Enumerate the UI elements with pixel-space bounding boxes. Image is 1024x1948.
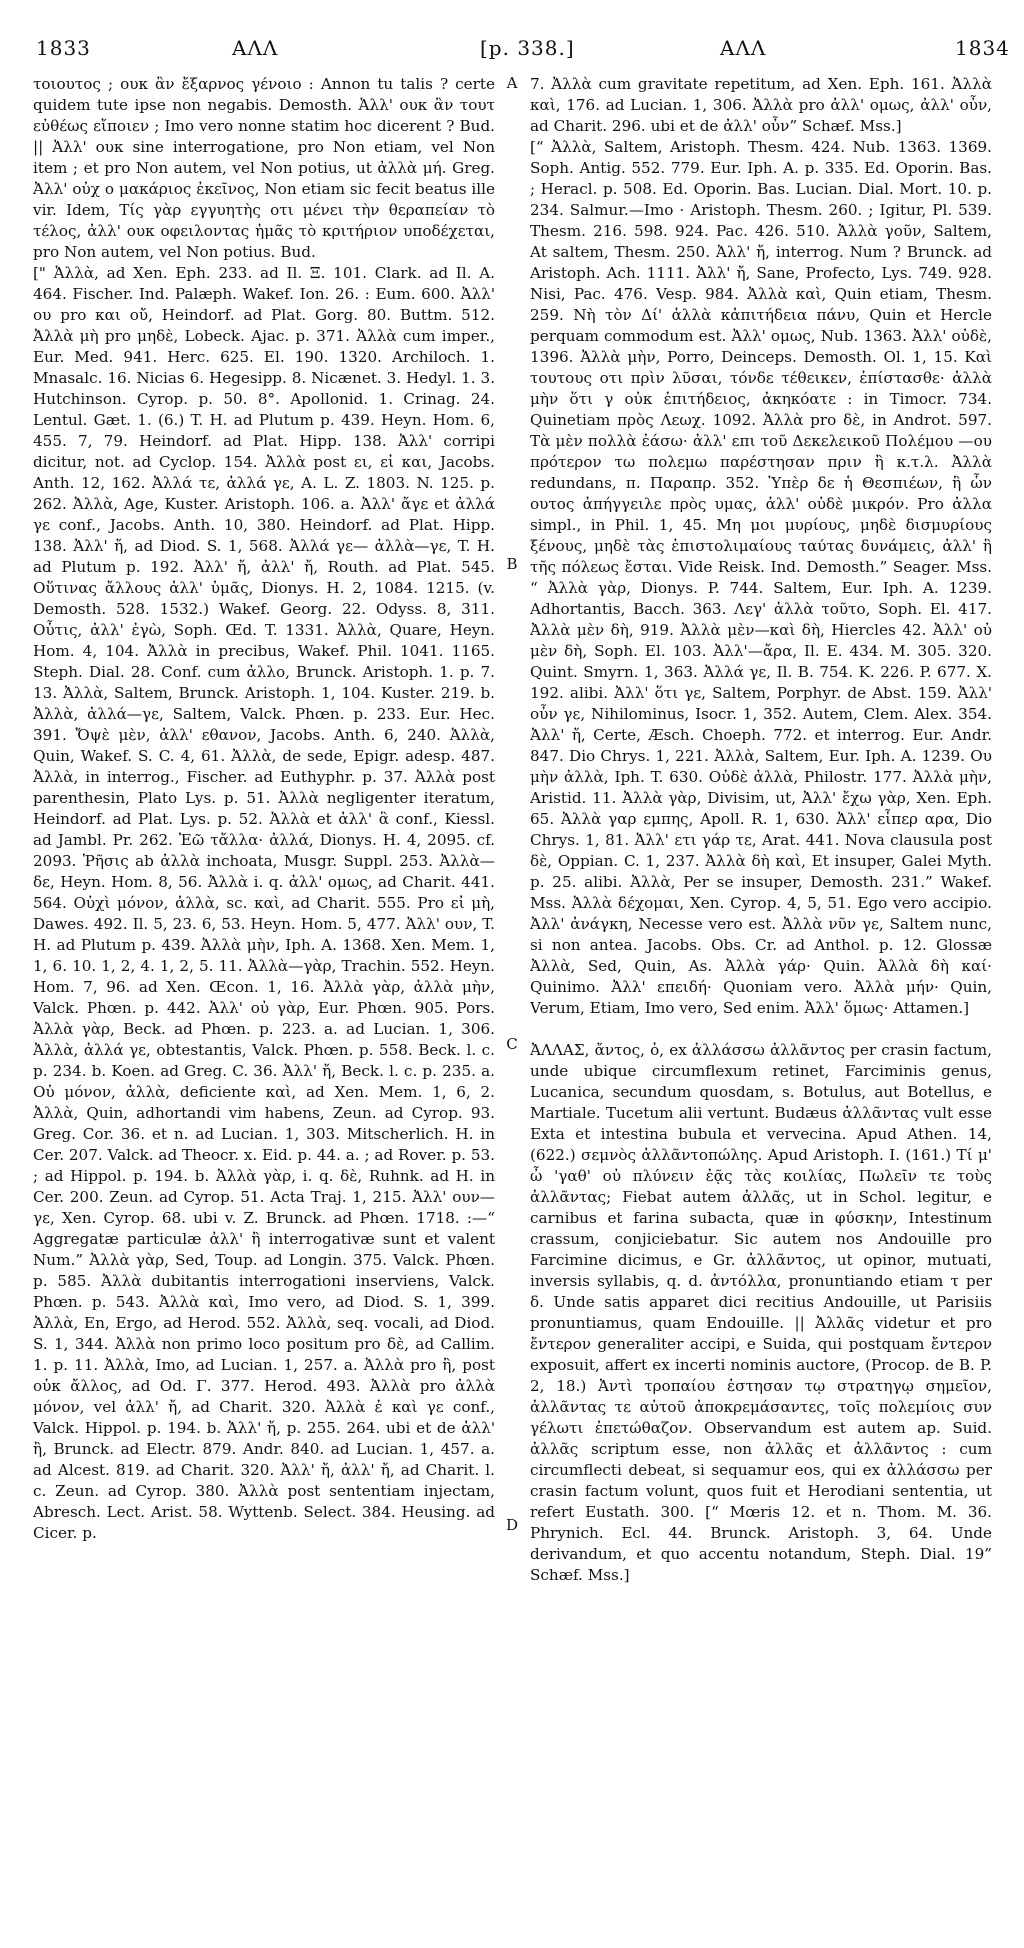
entry-paragraph: ἈΛΛΑΣ, ἄντος, ὁ, ex ἀλλάσσω ἀλλᾶντος per crasin factum, unde ubique circumflexum retinet, Farciminis genus, Lucanica, secundum quosdam, s. Botulus, aut Botellus, e Martiale. Tucetum alii vertunt. Budæus ἀλλᾶντας vult esse Exta et intestina bubula et vervecina. Apud Athen. 14, (622.) σεμνὸς ἀλλᾶντοπώλης. Apud Aristoph. I. (161.) Τί μ' ὦ 'γαθ' οὐ πλύνειν ἐᾷς τὰς κοιλίας, Πωλεῖν τε τοὺς ἀλλᾶντας; Fiebat autem ἀλλᾶς, ut in Schol. legitur, e carnibus et farina subacta, quæ in φύσκην, Intestinum crassum, conjiciebatur. Sic autem nos Andouille pro Farcimine dicimus, e Gr. ἀλλᾶντος, ut opinor, mutuati, inversis syllabis, q. d. ἀντόλλα, pronuntiando etiam τ per δ. Unde satis apparet dici recitius Andouille, ut Parisiis pronuntiamus, quam Endouille. || Ἀλλᾶς videtur et pro ἔντερον generaliter accipi, e Suida, qui postquam ἔντερον exposuit, affert ex incerti nominis auctore, (Procop. de B. P. 2, 18.) Ἀντὶ τροπαίου ἐστησαν τῳ στρατηγῳ σημεῖον, ἀλλᾶντας τε αὐτοῦ ἀποκρεμάσαντες, τοῖς πολεμίοις συν γέλωτι ἐπετώθαζον. Observandum est autem ap. Suid. ἀλλᾶς scriptum esse, non ἀλλᾶς et ἀλλᾶντος : cum circumflecti debeat, si sequamur eos, qui ex ἀλλάσσω per crasin factum volunt, quos fuit et Herodiani sententia, ut refert Eustath. 300. [“ Mœris 12. et n. Thom. M. 36. Phrynich. Ecl. 44. Brunck. Aristoph. 3, 64. Unde derivandum, et quo accentu notandum, Steph. Dial. 19” Schæf. Mss.] xyxy=(530,1041,992,1584)
section-letter-c: C xyxy=(506,1035,518,1053)
left-column xyxy=(33,74,495,1924)
catchword-left: ΑΛΛ xyxy=(232,36,279,60)
entry-paragraph: [“ Ἀλλὰ, Saltem, Aristoph. Thesm. 424. Nub. 1363. 1369. Soph. Antig. 552. 779. Eur. Iph. A. p. 335. Ed. Oporin. Bas. ; Heracl. p. 508. Ed. Oporin. Bas. Lucian. Dial. Mort. 10. p. 234. Salmur.—Imo · Aristoph. Thesm. 260. ; Igitur, Pl. 539. Thesm. 216. 598. 924. Pac. 426. 510. Ἀλλὰ γοῦν, Saltem, At saltem, Thesm. 250. Ἀλλ' ἤ, interrog. Num ? Brunck. ad Aristoph. Ach. 1111. Ἀλλ' ἤ, Sane, Profecto, Lys. 749. 928. Nisi, Pac. 476. Vesp. 984. Ἀλλὰ καὶ, Quin etiam, Thesm. 259. Νὴ τὸν Δί' ἀλλὰ κἀπιτήδεια πάνυ, Quin et Hercle perquam commodum est. Ἀλλ' ομως, Nub. 1363. Ἀλλ' οὐδὲ, 1396. Ἀλλὰ μὴν, Porro, Deinceps. Demosth. Ol. 1, 15. Καὶ τουτους οτι πρὶν λῦσαι, τόνδε τέθεικεν, ἐπίστασθε· ἀλλὰ μὴν ὅτι γ οὐκ ἐπιτήδειος, ἀκηκόατε : in Timocr. 734. Quinetiam πρὸς Λεωχ. 1092. Ἀλλὰ pro δὲ, in Androt. 597. Τὰ μὲν πολλὰ ἐάσω· ἀλλ' επι τοῦ Δεκελεικοῦ Πολέμου —ου πρότερον τω πολεμω παρέστησαν πριν ἢ κ.τ.λ. Ἀλλὰ redundans, π. Παραπρ. 352. Ὑπὲρ δε ἡ Θεσπιέων, ἣ ὧν ουτος ἀπήγγειλε πρὸς υμας, ἀλλ' οὐδὲ μικρόν. Pro ἀλλα simpl., in Phil. 1, 45. Μη μοι μυρίους, μηδὲ δισμυρίους ξένους, μηδὲ τὰς ἐπιστολιμαίους ταύτας δυνάμεις, ἀλλ' ἣ τῆς πόλεως ἔσται. Vide Reisk. Ind. Demosth.” Seager. Mss. “ Ἀλλὰ γὰρ, Dionys. P. 744. Saltem, Eur. Iph. A. 1239. Adhortantis, Bacch. 363. Λεγ' ἀλλὰ τοῦτο, Soph. El. 417. Ἀλλὰ μὲν δὴ, 919. Ἀλλὰ μὲν—καὶ δὴ, Hiercles 42. Ἀλλ' οὐ μὲν δὴ, Soph. El. 103. Ἀλλ'—ἄρα, Il. E. 434. M. 305. 320. Quint. Smyrn. 1, 363. Ἀλλά γε, Il. B. 754. K. 226. P. 677. X. 192. alibi. Ἀλλ' ὅτι γε, Saltem, Porphyr. de Abst. 159. Ἀλλ' οὖν γε, Nihilominus, Isocr. 1, 352. Autem, Clem. Alex. 354. Ἀλλ' ἤ, Certe, Æsch. Choeph. 772. et interrog. Eur. Andr. 847. Dio Chrys. 1, 221. Ἀλλὰ, Saltem, Eur. Iph. A. 1239. Ου μὴν ἀλλὰ, Iph. T. 630. Οὐδὲ ἀλλὰ, Philostr. 177. Ἀλλὰ μὴν, Aristid. 11. Ἀλλὰ γὰρ, Divisim, ut, Ἀλλ' ἔχω γὰρ, Xen. Eph. 65. Ἀλλὰ γαρ εμπης, Apoll. R. 1, 630. Ἀλλ' εἶπερ αρα, Dio Chrys. 1, 81. Ἀλλ' ετι γάρ τε, Arat. 441. Nova clausula post δὲ, Oppian. C. 1, 237. Ἀλλὰ δὴ καὶ, Et insuper, Galei Myth. p. 25. alibi. Ἀλλὰ, Per se insuper, Demosth. 231.” Wakef. Mss. Ἀλλὰ δέχομαι, Xen. Cyrop. 4, 5, 51. Ego vero accipio. Ἀλλ' ἀνάγκη, Necesse vero est. Ἀλλὰ νῦν γε, Saltem nunc, si non antea. Jacobs. Obs. Cr. ad Anthol. p. 12. Glossæ Ἀλλὰ, Sed, Quin, As. Ἀλλὰ γάρ· Quin. Ἀλλὰ δὴ καί· Quinimo. Ἀλλ' επειδή· Quoniam vero. Ἀλλὰ μήν· Quin, Verum, Etiam, Imo vero, Sed enim. Ἀλλ' ὅμως· Attamen.] xyxy=(530,138,992,1017)
column-number-right: 1834 xyxy=(955,36,1010,60)
right-column xyxy=(530,74,992,1924)
entry-paragraph: τοιουτος ; ουκ ἂν ἔξαρνος γένοιο : Annon tu talis ? certe quidem tute ipse non negabis. Demosth. Ἀλλ' ουκ ἂν τουτ εὐθέως εἴποιεν ; Imo vero nonne statim hoc dicerent ? Bud. || Ἀλλ' ουκ sine interrogatione, pro Non etiam, vel Non item ; et pro Non autem, vel Non potius, ut ἀλλὰ μή. Greg. Ἀλλ' οὐχ ο μακάριος ἐκεῖνος, Non etiam sic fecit beatus ille vir. Idem, Τίς γὰρ εγγυητὴς οτι μένει τὴν θεραπείαν τὸ τέλος, ἀλλ' ουκ οφειλοντας ἡμᾶς τὸ κριτήριον υποδέχεται, pro Non autem, vel Non potius. Bud. xyxy=(33,75,495,261)
page-number: [p. 338.] xyxy=(480,36,575,60)
section-letter-d: D xyxy=(505,1516,519,1534)
entry-separator xyxy=(530,1019,992,1040)
entry-paragraph: 7. Ἀλλὰ cum gravitate repetitum, ad Xen. Eph. 161. Ἀλλὰ καὶ, 176. ad Lucian. 1, 306. Ἀλλὰ pro ἀλλ' ομως, ἀλλ' οὖν, ad Charit. 296. ubi et de ἀλλ' οὖν” Schæf. Mss.] xyxy=(530,75,992,135)
section-letter-a: A xyxy=(506,74,518,92)
running-header xyxy=(0,36,1024,72)
column-number-left: 1833 xyxy=(36,36,91,60)
section-letter-b: B xyxy=(506,555,518,573)
entry-paragraph: [" Ἀλλὰ, ad Xen. Eph. 233. ad Il. Ξ. 101. Clark. ad Il. A. 464. Fischer. Ind. Palæph. Wakef. Ion. 26. : Eum. 600. Ἀλλ' ου pro και οὔ, Heindorf. ad Plat. Gorg. 80. Buttm. 512. Ἀλλὰ μὴ pro μηδὲ, Lobeck. Ajac. p. 371. Ἀλλὰ cum imper., Eur. Med. 941. Herc. 625. El. 190. 1320. Archiloch. 1. Mnasalc. 16. Nicias 6. Hegesipp. 8. Nicænet. 3. Hedyl. 1. 3. Hutchinson. Cyrop. p. 50. 8°. Apollonid. 1. Crinag. 24. Lentul. Gæt. 1. (6.) T. H. ad Plutum p. 439. Heyn. Hom. 6, 455. 7, 79. Heindorf. ad Plat. Hipp. 138. Ἀλλ' corripi dicitur, not. ad Cyclop. 154. Ἀλλὰ post ει, εἰ και, Jacobs. Anth. 12, 162. Ἀλλά τε, ἀλλά γε, A. L. Z. 1803. N. 125. p. 262. Ἀλλὰ, Age, Kuster. Aristoph. 106. a. Ἀλλ' ἄγε et ἀλλά γε conf., Jacobs. Anth. 10, 380. Heindorf. ad Plat. Hipp. 138. Ἀλλ' ἤ, ad Diod. S. 1, 568. Ἀλλά γε— ἀλλὰ—γε, T. H. ad Plutum p. 192. Ἀλλ' ἤ, ἀλλ' ἤ, Routh. ad Plat. 545. Οὕτινας ἄλλους ἀλλ' ὑμᾶς, Dionys. H. 2, 1084. 1215. (v. Demosth. 528. 1532.) Wakef. Georg. 22. Odyss. 8, 311. Οὗτις, ἀλλ' ἐγὼ, Soph. Œd. T. 1331. Ἀλλὰ, Quare, Heyn. Hom. 4, 104. Ἀλλὰ in precibus, Wakef. Phil. 1041. 1165. Steph. Dial. 28. Conf. cum ἀλλο, Brunck. Aristoph. 1. p. 7. 13. Ἀλλὰ, Saltem, Brunck. Aristoph. 1, 104. Kuster. 219. b. Ἀλλὰ, ἀλλά—γε, Saltem, Valck. Phœn. p. 233. Eur. Hec. 391. Ὄψὲ μὲν, ἀλλ' εθανον, Jacobs. Anth. 6, 240. Ἀλλὰ, Quin, Wakef. S. C. 4, 61. Ἀλλὰ, de sede, Epigr. adesp. 487. Ἀλλὰ, in interrog., Fischer. ad Euthyphr. p. 37. Ἀλλὰ post parenthesin, Plato Lys. p. 51. Ἀλλὰ negligenter iteratum, Heindorf. ad Plat. Lys. p. 52. Ἀλλὰ et ἀλλ' ἃ conf., Kiessl. ad Jambl. Pr. 262. Ἐῶ τἄλλα· ἀλλά, Dionys. H. 4, 2095. cf. 2093. Ῥῆσις ab ἀλλὰ inchoata, Musgr. Suppl. 253. Ἀλλὰ—δε, Heyn. Hom. 8, 56. Ἀλλὰ i. q. ἀλλ' ομως, ad Charit. 441. 564. Οὐχὶ μόνον, ἀλλὰ, sc. καὶ, ad Charit. 555. Pro εἰ μὴ, Dawes. 492. Il. 5, 23. 6, 53. Heyn. Hom. 5, 477. Ἀλλ' ουν, T. H. ad Plutum p. 439. Ἀλλὰ μὴν, Iph. A. 1368. Xen. Mem. 1, 1, 6. 10. 1, 2, 4. 1, 2, 5. 11. Ἀλλὰ—γὰρ, Trachin. 552. Heyn. Hom. 7, 96. ad Xen. Œcon. 1, 16. Ἀλλὰ γὰρ, ἀλλὰ μὴν, Valck. Phœn. p. 442. Ἀλλ' οὐ γὰρ, Eur. Phœn. 905. Pors. Ἀλλὰ γὰρ, Beck. ad Phœn. p. 223. a. ad Lucian. 1, 306. Ἀλλὰ, ἀλλά γε, obtestantis, Valck. Phœn. p. 558. Beck. l. c. p. 234. b. Koen. ad Greg. C. 36. Ἀλλ' ἤ, Beck. l. c. p. 235. a. Οὐ μόνον, ἀλλὰ, deficiente καὶ, ad Xen. Mem. 1, 6, 2. Ἀλλὰ, Quin, adhortandi vim habens, Zeun. ad Cyrop. 93. Greg. Cor. 36. et n. ad Lucian. 1, 303. Mitscherlich. H. in Cer. 207. Valck. ad Theocr. x. Eid. p. 44. a. ; ad Rover. p. 53. ; ad Hippol. p. 194. b. Ἀλλὰ γὰρ, i. q. δὲ, Ruhnk. ad H. in Cer. 200. Zeun. ad Cyrop. 51. Acta Traj. 1, 215. Ἀλλ' ουν—γε, Xen. Cyrop. 68. ubi v. Z. Brunck. ad Phœn. 1718. :—“ Aggregatæ particulæ ἀλλ' ἢ interrogativæ sunt et valent Num.” Ἀλλὰ γὰρ, Sed, Toup. ad Longin. 375. Valck. Phœn. p. 585. Ἀλλὰ dubitantis interrogationi inserviens, Valck. Phœn. p. 543. Ἀλλὰ καὶ, Imo vero, ad Diod. S. 1, 399. Ἀλλὰ, En, Ergo, ad Herod. 552. Ἀλλὰ, seq. vocali, ad Diod. S. 1, 344. Ἀλλὰ non primo loco positum pro δὲ, ad Callim. 1. p. 11. Ἀλλὰ, Imo, ad Lucian. 1, 257. a. Ἀλλὰ pro ἢ, post οὐκ ἄλλος, ad Od. Γ. 377. Herod. 493. Ἀλλὰ pro ἀλλὰ μόνον, vel ἀλλ' ἤ, ad Charit. 320. Ἀλλὰ ἐ καὶ γε conf., Valck. Hippol. p. 194. b. Ἀλλ' ἤ, p. 255. 264. ubi et de ἀλλ' ἢ, Brunck. ad Electr. 879. Andr. 840. ad Lucian. 1, 457. a. ad Alcest. 819. ad Charit. 320. Ἀλλ' ἤ, ἀλλ' ἤ, ad Charit. l. c. Zeun. ad Cyrop. 380. Ἀλλὰ post sententiam injectam, Abresch. Lect. Arist. 58. Wyttenb. Select. 384. Heusing. ad Cicer. p. xyxy=(33,264,495,1542)
catchword-right: ΑΛΛ xyxy=(720,36,767,60)
